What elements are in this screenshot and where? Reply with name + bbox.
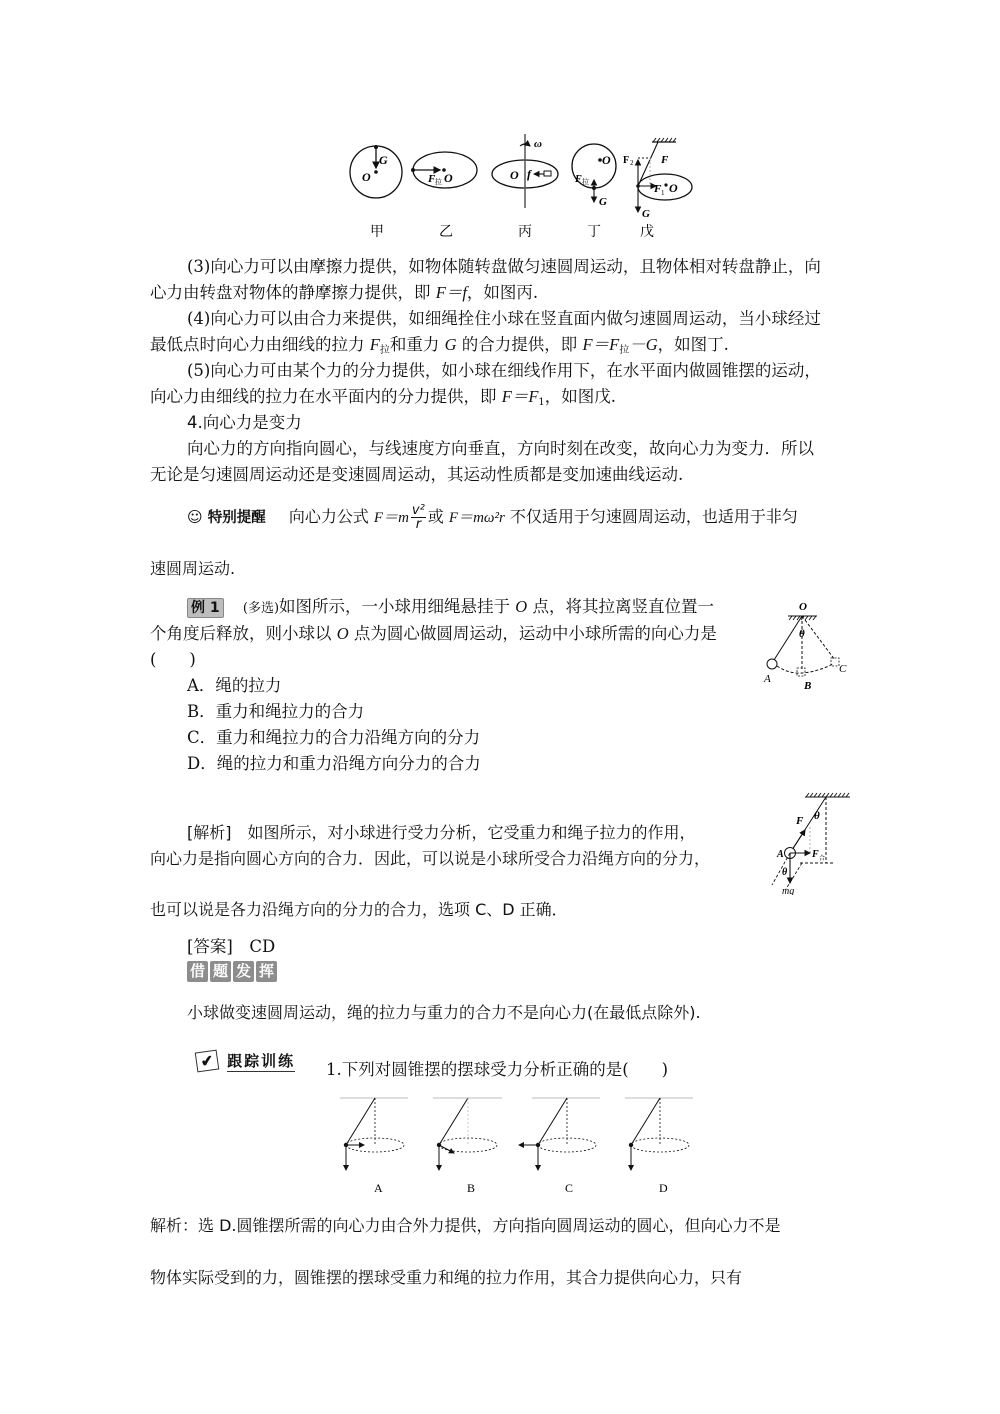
text: ，如图丁.	[657, 335, 729, 354]
analysis-line2: 向心力是指向圆心方向的合力．因此，可以说是小球所受合力沿绳方向的分力，	[150, 849, 711, 868]
label-F2-sub: 2	[630, 159, 634, 167]
tile: 发	[233, 961, 254, 982]
label-theta: θ	[814, 810, 820, 822]
option-c: C．重力和绳拉力的合力沿绳方向的分力	[187, 728, 481, 747]
tile: 挥	[256, 961, 277, 982]
denominator: r	[415, 517, 422, 532]
formula: F＝mω²r	[448, 510, 505, 526]
text: ，如图丙.	[466, 283, 539, 302]
example-badge: 例 1	[187, 598, 224, 618]
label-F-he: F	[812, 849, 819, 860]
label-f: f	[527, 167, 531, 181]
label-O: O	[799, 601, 807, 613]
tip-line2: 速圆周运动.	[150, 559, 236, 578]
option-b: B．重力和绳拉力的合力	[187, 702, 365, 721]
force-diagrams-figure	[340, 130, 710, 240]
label-la-sub: 拉	[435, 178, 442, 186]
option-d: D．绳的拉力和重力沿绳方向分力的合力	[187, 754, 481, 773]
option-diagram-a	[340, 1098, 408, 1170]
para-6-line1: 向心力的方向指向圆心，与线速度方向垂直，方向时刻在改变，故向心力为变力．所以	[187, 439, 814, 458]
label-O: O	[510, 168, 519, 182]
option-a: A．绳的拉力	[187, 676, 282, 695]
diagram-yi	[411, 152, 477, 188]
heading-4: 4.向心力是变力	[187, 413, 302, 432]
training-label: 跟踪训练	[227, 1052, 296, 1070]
symbol-O: O	[336, 624, 349, 643]
text: 向心力由细线的拉力在水平面内的分力提供，即	[150, 387, 502, 406]
extension-text: 小球做变速圆周运动，绳的拉力与重力的合力不是向心力(在最低点除外).	[187, 1003, 701, 1022]
caption-wu: 戊	[640, 225, 654, 240]
extension-tiles	[187, 961, 279, 982]
label-theta: θ	[799, 628, 805, 640]
force-analysis-figure	[760, 785, 855, 895]
diagram-jia	[350, 145, 402, 198]
caption-ding: 丁	[587, 225, 601, 240]
text: 向心力公式	[288, 507, 374, 526]
label-G: G	[599, 196, 607, 208]
symbol-F: F	[369, 335, 380, 354]
label-O: O	[602, 153, 611, 167]
multi-select-tag: (多选)	[242, 601, 280, 616]
text: 心力由转盘对物体的静摩擦力提供，即	[150, 283, 436, 302]
text: 和重力	[389, 335, 445, 354]
smiley-icon: ☺	[187, 508, 203, 526]
para-3-line2	[150, 280, 538, 306]
tile: 借	[187, 961, 208, 982]
training-question: 1.下列对圆锥摆的摆球受力分析正确的是( )	[326, 1060, 669, 1079]
label-F2: F	[623, 155, 630, 166]
analysis-line1: [解析] 如图所示，对小球进行受力分析，它受重力和绳子拉力的作用，	[187, 823, 696, 842]
diagram-bing	[492, 134, 558, 208]
label-la-sub: 拉	[582, 178, 589, 186]
label-O: O	[669, 181, 678, 195]
conical-pendulum-options	[330, 1090, 710, 1200]
analysis-line3: 也可以说是各力沿绳方向的分力的合力，选项 C、D 正确．	[150, 900, 568, 919]
label-A: A	[764, 673, 771, 685]
text: 点为圆心做圆周运动，运动中小球所需的向心力是	[348, 624, 717, 643]
label-F: F	[661, 154, 669, 166]
solution-line2: 物体实际受到的力，圆锥摆的摆球受重力和绳的拉力作用，其合力提供向心力，只有	[150, 1268, 743, 1287]
label-F: F	[796, 815, 804, 827]
diagram-ding	[572, 144, 616, 208]
subscript: 拉	[619, 345, 630, 356]
symbol-G: G	[444, 335, 457, 354]
label-O: O	[444, 171, 453, 185]
text: 的合力提供，即	[456, 335, 583, 354]
formula: F＝f	[435, 283, 467, 302]
label-F-la: F	[428, 173, 436, 185]
answer: [答案] CD	[187, 937, 276, 956]
label-B: B	[804, 680, 812, 692]
text: 不仅适用于匀速圆周运动，也适用于非匀	[504, 507, 798, 526]
caption-bing: 丙	[518, 225, 532, 240]
fraction-v2-over-r	[411, 504, 426, 531]
text: 个角度后释放，则小球以	[150, 624, 337, 643]
label-theta: θ	[782, 867, 788, 878]
formula: F＝F	[501, 387, 539, 406]
label-G: G	[379, 153, 388, 167]
numerator: v²	[411, 503, 425, 518]
formula: －G	[629, 335, 658, 354]
para-6-line2: 无论是匀速圆周运动还是变速圆周运动，其运动性质都是变加速曲线运动.	[150, 465, 684, 484]
training-header	[196, 1050, 295, 1071]
tile: 题	[210, 961, 231, 982]
example-line2	[150, 621, 717, 647]
option-diagram-c	[519, 1098, 600, 1170]
label-omega: ω	[534, 138, 542, 150]
label-O: O	[362, 170, 371, 184]
label-he-sub: 合	[819, 856, 826, 862]
para-4-line1: (4)向心力可以由合力来提供，如细绳拴住小球在竖直面内做匀速圆周运动，当小球经过	[187, 309, 821, 328]
label-G: G	[642, 208, 650, 220]
option-label-b: B	[467, 1181, 476, 1195]
text: 最低点时向心力由细线的拉力	[150, 335, 370, 354]
label-F1-sub: 1	[661, 189, 665, 197]
formula: F＝m	[373, 510, 409, 526]
subscript: 1	[538, 397, 545, 408]
option-diagram-d	[625, 1098, 693, 1170]
solution-line1: 解析：选 D.圆锥摆所需的向心力由合外力提供，方向指向圆周运动的圆心，但向心力不是	[150, 1216, 781, 1235]
text: 如图所示，一小球用细绳悬挂于	[279, 597, 516, 616]
caption-yi: 乙	[439, 225, 453, 240]
label-F-la: F	[575, 174, 582, 185]
label-C: C	[839, 663, 847, 675]
label-mg: mg	[782, 886, 795, 895]
text: 点，将其拉离竖直位置一	[527, 597, 714, 616]
para-3-line1: (3)向心力可以由摩擦力提供，如物体随转盘做匀速圆周运动，且物体相对转盘静止，向	[187, 257, 821, 276]
diagram-wu	[623, 138, 692, 220]
option-label-a: A	[374, 1181, 383, 1195]
caption-jia: 甲	[370, 225, 384, 240]
label-F1: F	[654, 183, 662, 195]
label-A: A	[777, 849, 784, 860]
symbol-O: O	[515, 597, 528, 616]
text: 或	[427, 507, 449, 526]
example-bracket: ( )	[150, 650, 196, 669]
option-label-d: D	[659, 1181, 668, 1195]
subscript: 拉	[379, 345, 390, 356]
option-label-c: C	[565, 1181, 574, 1195]
pendulum-figure	[755, 598, 855, 698]
text: ，如图戊.	[544, 387, 617, 406]
para-5-line1: (5)向心力可由某个力的分力提供，如小球在细线作用下，在水平面内做圆锥摆的运动，	[187, 361, 821, 380]
tip-line1	[187, 504, 798, 531]
checkmark-icon: ✔	[195, 1050, 220, 1073]
example-line1	[187, 594, 714, 622]
tip-label: 特别提醒	[207, 510, 266, 526]
formula: F＝F	[582, 335, 620, 354]
option-diagram-b	[433, 1098, 502, 1170]
